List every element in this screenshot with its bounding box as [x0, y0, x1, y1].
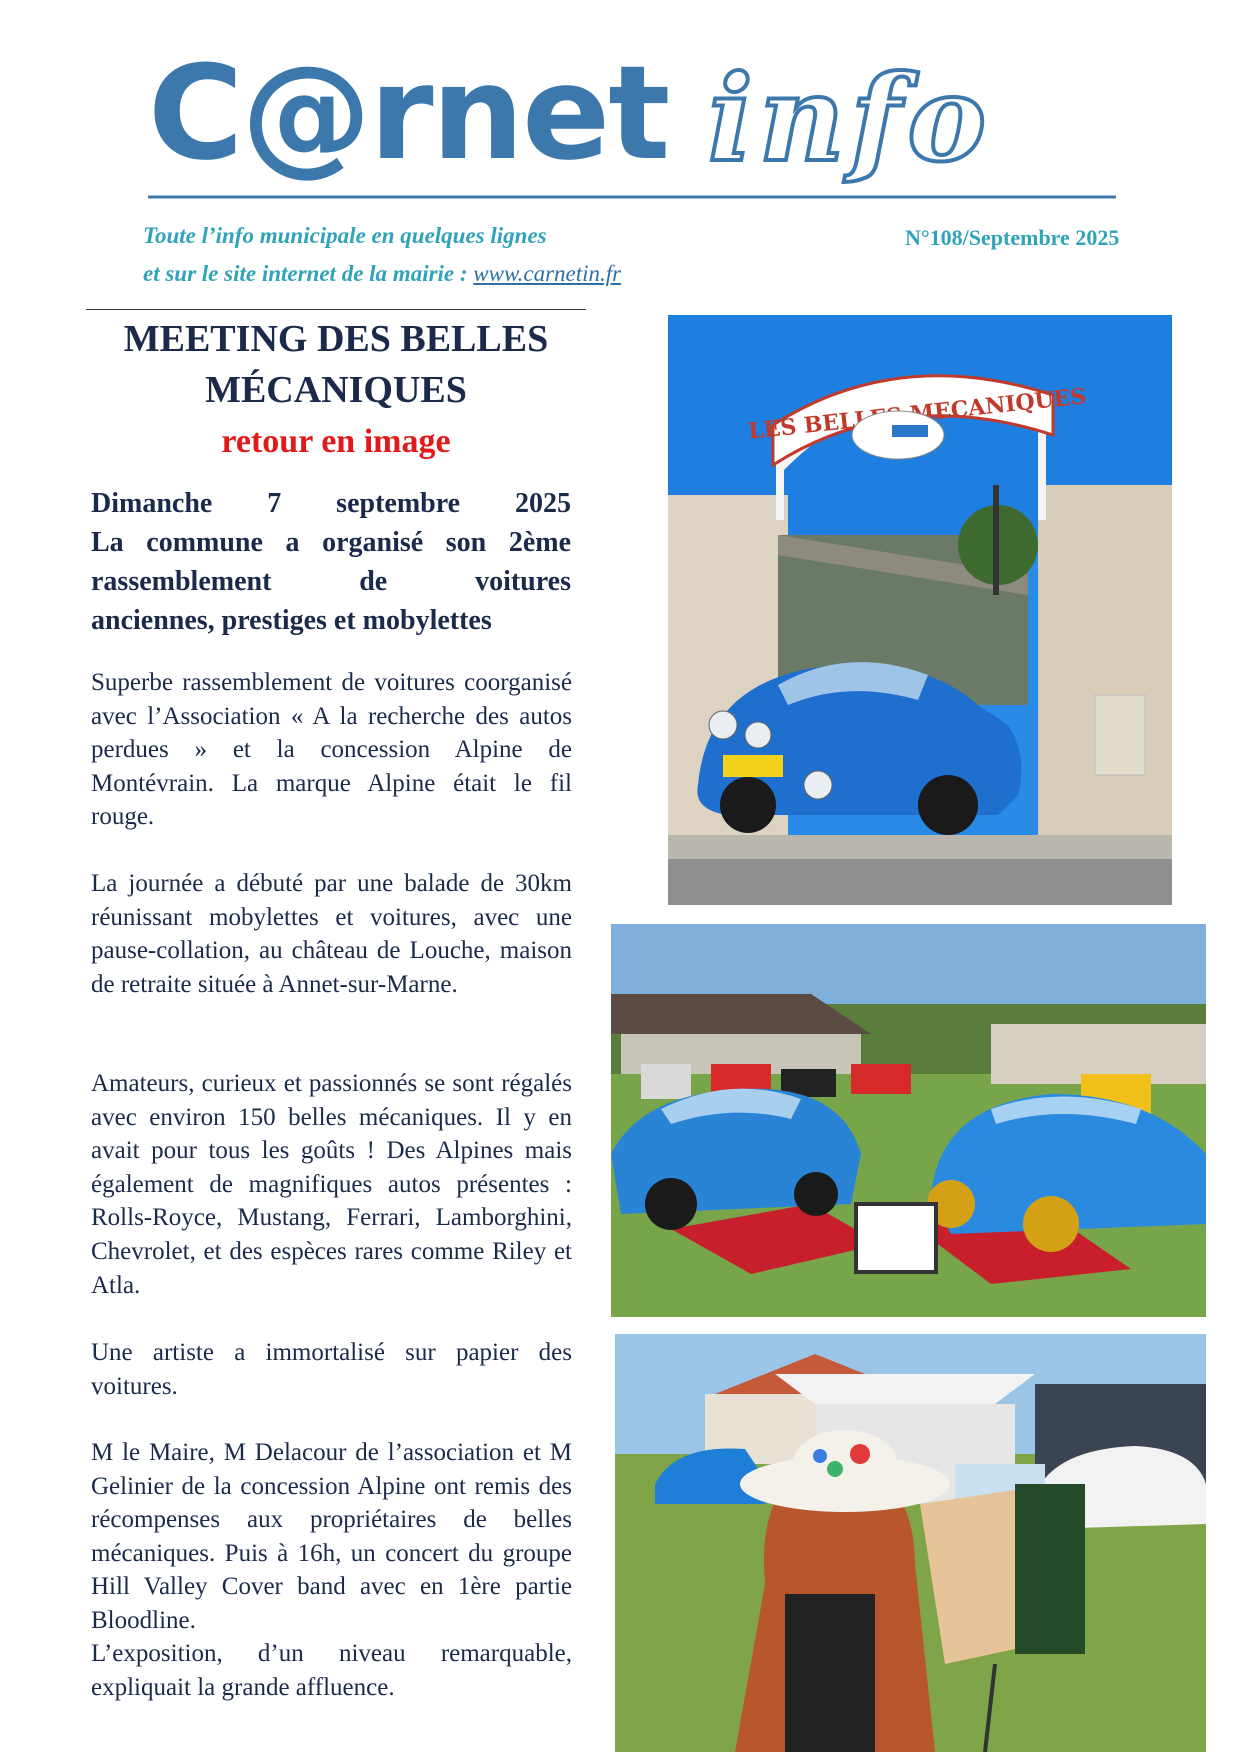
arch-sign-text: LES BELLES MECANIQUES: [747, 383, 1088, 445]
photo-cars-lawn: [611, 924, 1206, 1317]
paragraph: M le Maire, M Delacour de l’association et M Gelinier de la concession Alpine ont remis des récompenses aux propriétaires de belles mécaniques. Puis à 16h, un concert du groupe Hill Valley Cover band avec en 1ère partie Bloodline.: [91, 1439, 572, 1634]
paragraph: La journée a débuté par une balade de 30km réunissant mobylettes et voitures, avec une pause-collation, au château de Louche, maison de retraite située à Annet-sur-Marne.: [91, 870, 572, 998]
article-lead: [91, 484, 571, 640]
issue-number: N°108/Septembre 2025: [905, 225, 1120, 250]
tagline-line2: [143, 261, 621, 287]
article-subtitle: retour en image: [221, 423, 451, 460]
paragraph: Amateurs, curieux et passionnés se sont régalés avec environ 150 belles mécaniques. Il y en avait pour tous les goûts ! Des Alpines mais également de magnifiques autos présentes : Rolls-Royce, Mustang, Ferrari, Lamborghini, Chevrolet, et des espèces rares comme Riley et Atla.: [91, 1070, 572, 1299]
website-link[interactable]: www.carnetin.fr: [473, 261, 622, 286]
paragraph: Superbe rassemblement de voitures coorganisé avec l’Association « A la recherche des autos perdues » et la concession Alpine de Montévrain. La marque Alpine était le fil rouge.: [91, 669, 572, 831]
lead-line: anciennes, prestiges et mobylettes: [91, 605, 492, 636]
tagline-line1: Toute l’info municipale en quelques lignes: [143, 223, 547, 248]
divider: [86, 309, 586, 310]
photo-artist-painting: [615, 1334, 1206, 1752]
masthead-logo: [148, 30, 1128, 210]
logo-text-carnet: C@rnet: [148, 37, 669, 189]
article-title-line1: MEETING DES BELLES: [123, 318, 549, 360]
paragraph: Une artiste a immortalisé sur papier des voitures.: [91, 1339, 572, 1400]
paragraph: L’exposition, d’un niveau remarquable, expliquait la grande affluence.: [91, 1640, 572, 1701]
lead-line: rassemblement de voitures: [91, 566, 571, 597]
article-title-line2: MÉCANIQUES: [205, 369, 467, 411]
photo-entrance-arch: [668, 315, 1172, 905]
logo-text-info: info: [708, 49, 993, 188]
lead-line: La commune a organisé son 2ème: [91, 527, 571, 558]
lead-line: Dimanche 7 septembre 2025: [91, 488, 571, 519]
tagline-prefix: et sur le site internet de la mairie :: [143, 261, 474, 286]
